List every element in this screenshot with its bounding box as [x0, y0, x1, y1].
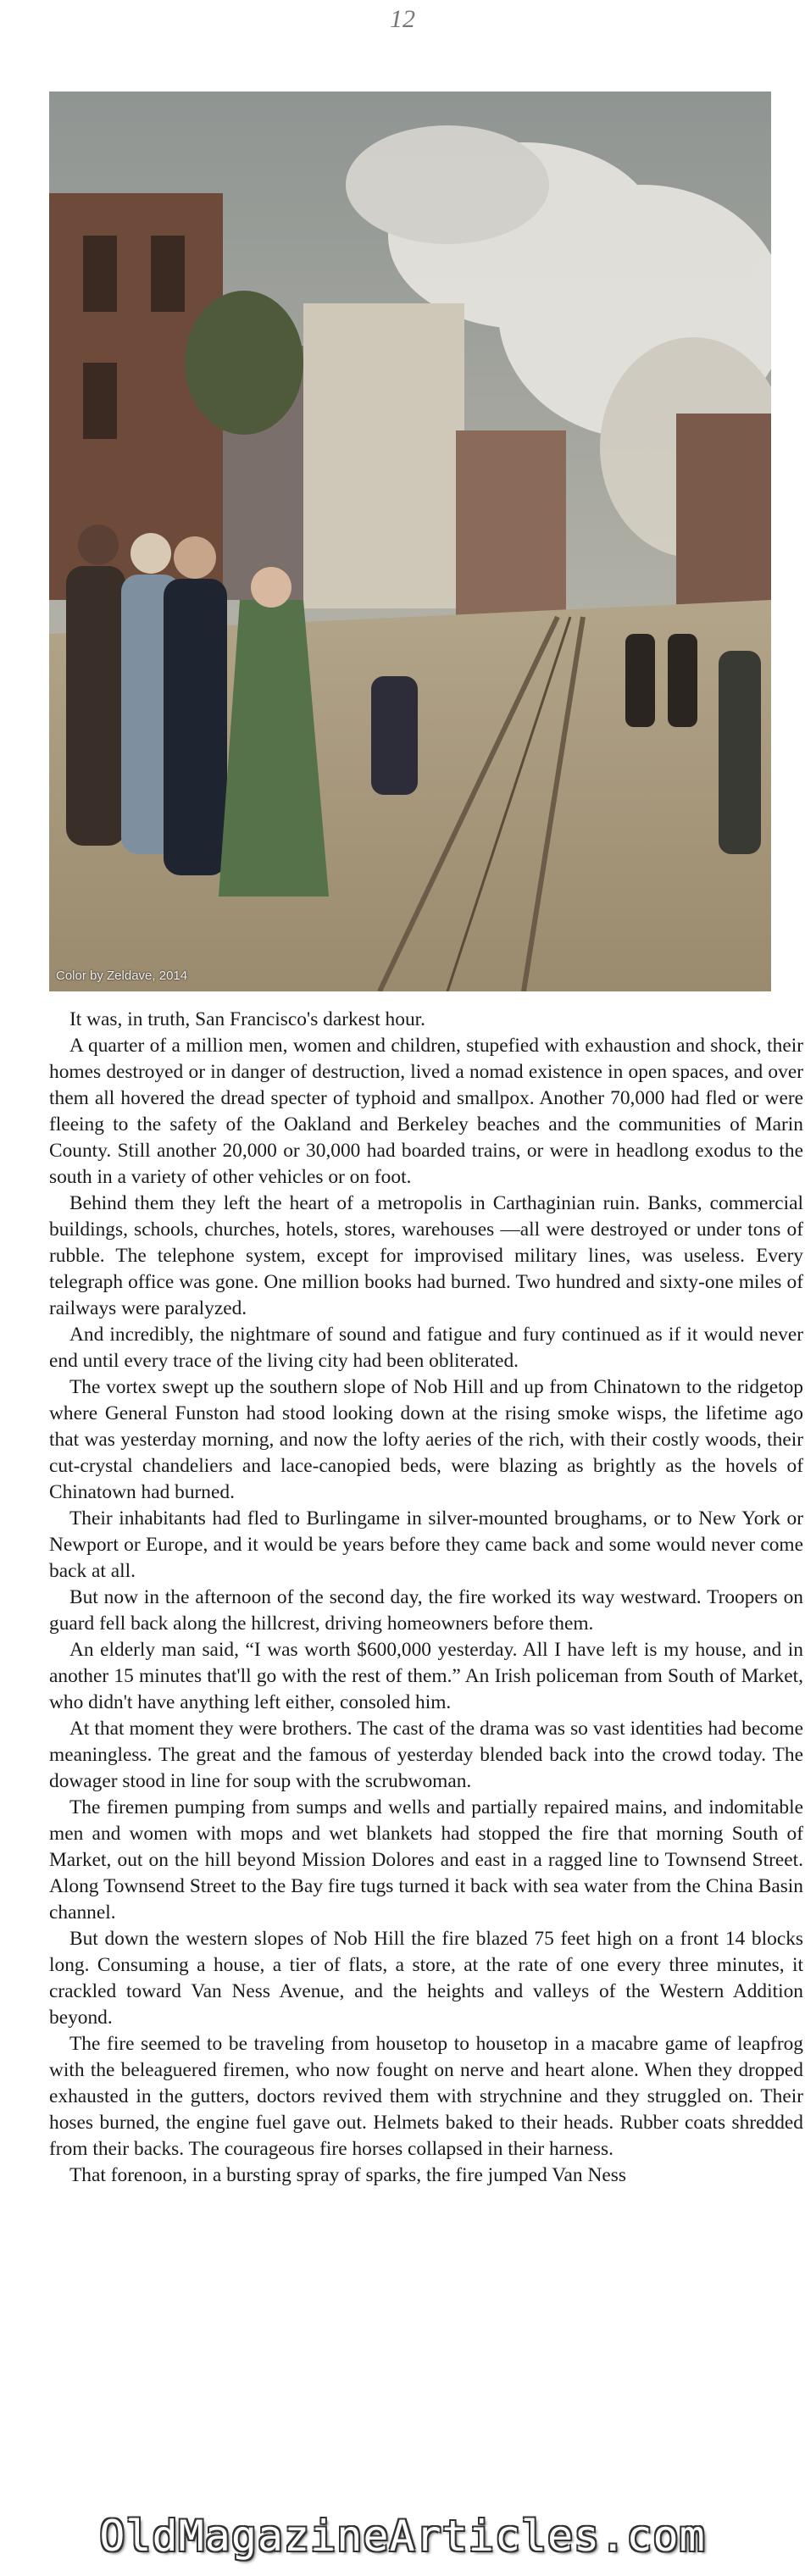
paragraph: The fire seemed to be traveling from housetop to housetop in a macabre game of leapfrog with the beleaguered firemen, who now fought on nerve and heart alone. When they dropped exhausted in the gutters, doctors revived them with strychnine and they struggled on. Their hoses burned, the engine fuel gave out. Helmets baked to their heads. Rubber coats shredded from their backs. The courageous fire horses collapsed in their harness.	[49, 2033, 803, 2160]
photo-illustration	[49, 92, 771, 991]
paragraph: A quarter of a million men, women and children, stupefied with exhaustion and shock, their homes destroyed or in danger of destruction, lived a nomad existence in open spaces, and over them all hovered the dread specter of typhoid and smallpox. Another 70,000 had fled or were fleeing to the safety of the Oakland and Berkeley beaches and the communities of Marin County. Still another 20,000 or 30,000 had boarded trains, or were in headlong exodus to the south in a variety of other vehicles or on foot.	[49, 1035, 803, 1188]
paragraph: Behind them they left the heart of a metropolis in Carthaginian ruin. Banks, commercial buildings, schools, churches, hotels, stores, warehouses —all were destroyed or under tons of rubble. The telephone system, except for improvised military lines, was useless. Every telegraph office was gone. One million books had burned. Two hundred and sixty-one miles of railways were paralyzed.	[49, 1192, 803, 1319]
paragraph: But down the western slopes of Nob Hill the fire blazed 75 feet high on a front 14 blocks long. Consuming a house, a tier of flats, a store, at the rate of one every three minutes, it crackled toward Van Ness Avenue, and the heights and valleys of the Western Addition beyond.	[49, 1928, 803, 2029]
paragraph: Their inhabitants had fled to Burlingame in silver-mounted broughams, or to New York or Newport or Europe, and it would be years before they came back and some would never come back at all.	[49, 1507, 803, 1582]
article-body	[49, 1007, 803, 2189]
paragraph: At that moment they were brothers. The cast of the drama was so vast identities had become meaningless. The great and the famous of yesterday blended back into the crowd today. The dowager stood in line for soup with the scrubwoman.	[49, 1718, 803, 1792]
paragraph: The firemen pumping from sumps and wells and partially repaired mains, and indomitable men and women with mops and wet blankets had stopped the fire that morning South of Market, out on the hill beyond Mission Dolores and east in a ragged line to Townsend Street. Along Townsend Street to the Bay fire tugs turned it back with sea water from the China Basin channel.	[49, 1796, 803, 1924]
photo-credit: Color by Zeldave, 2014	[56, 969, 188, 983]
street-scene-photo	[49, 92, 771, 991]
paragraph: It was, in truth, San Francisco's darkest hour.	[69, 1008, 425, 1030]
paragraph: An elderly man said, “I was worth $600,000 yesterday. All I have left is my house, and in another 15 minutes that'll go with the rest of them.” An Irish policeman from South of Market, who didn't have anything left either, consoled him.	[49, 1639, 803, 1713]
paragraph: That forenoon, in a bursting spray of sparks, the fire jumped Van Ness	[69, 2164, 626, 2186]
paragraph: The vortex swept up the southern slope of Nob Hill and up from Chinatown to the ridgetop where General Funston had stood looking down at the rising smoke wisps, the lifetime ago that was yesterday morning, and now the lofty aeries of the rich, with their costly woods, their cut-crystal chandeliers and lace-canopied beds, were blazing as brightly as the hovels of Chinatown had burned.	[49, 1376, 803, 1503]
footer-brand-link[interactable]: OldMagazineArticles.com	[99, 2512, 706, 2561]
paragraph: And incredibly, the nightmare of sound and fatigue and fury continued as if it would never end until every trace of the living city had been obliterated.	[49, 1324, 803, 1372]
paragraph: But now in the afternoon of the second day, the fire worked its way westward. Troopers on guard fell back along the hillcrest, driving homeowners before them.	[49, 1586, 803, 1635]
page-number: 12	[390, 5, 415, 33]
